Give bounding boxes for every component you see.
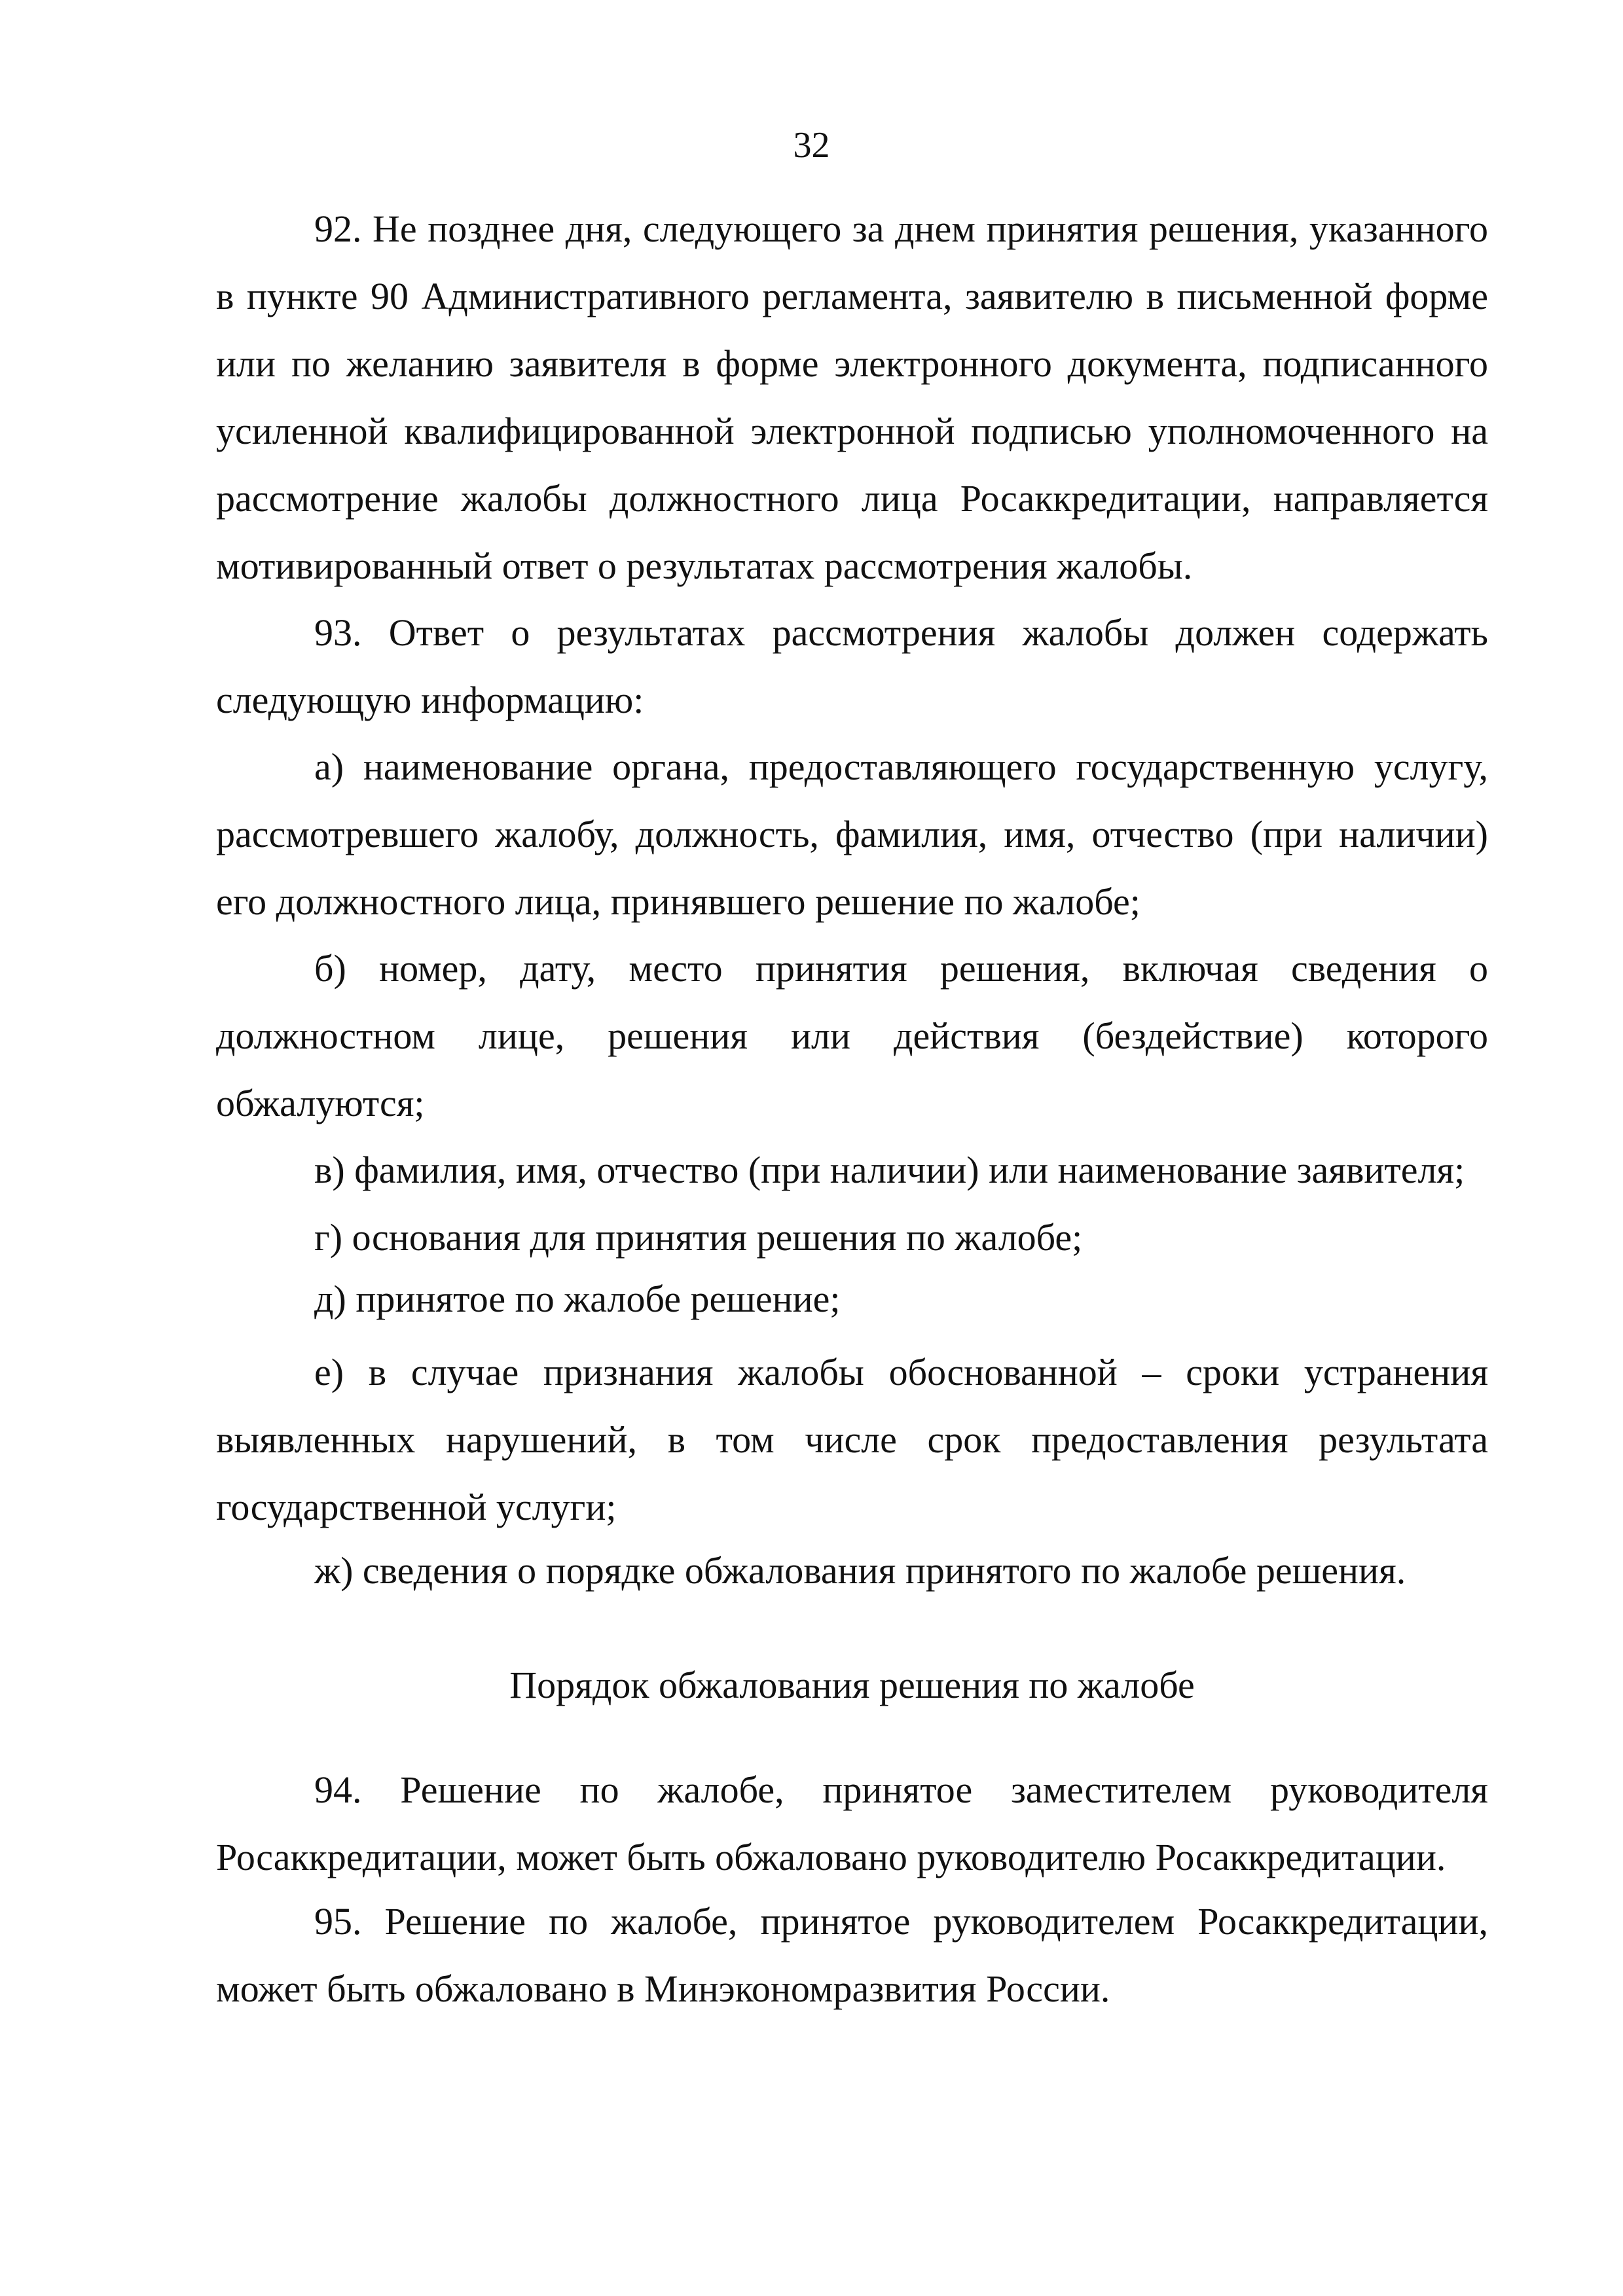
- page-number: 32: [793, 125, 830, 166]
- item-zh: ж) сведения о порядке обжалования принятого по жалобе решения.: [314, 1549, 1406, 1592]
- paragraph-92: 92. Не позднее дня, следующего за днем принятия решения, указанного в пункте 90 Административного регламента, заявителю в письменной форме или по желанию заявителя в форме электронного документа, подписанного усиленной квалифицированной электронной подписью уполномоченного на рассмотрение жалобы должностного лица Росаккредитации, направляется мотивированный ответ о результатах рассмотрения жалобы.: [216, 207, 1488, 587]
- item-g: г) основания для принятия решения по жалобе;: [314, 1216, 1083, 1259]
- paragraph-93: 93. Ответ о результатах рассмотрения жалобы должен содержать следующую информацию:: [216, 611, 1488, 721]
- section-heading: Порядок обжалования решения по жалобе: [509, 1664, 1195, 1706]
- item-e: е) в случае признания жалобы обоснованной – сроки устранения выявленных нарушений, в том числе срок предоставления результата государственной услуги;: [216, 1351, 1488, 1528]
- item-b: б) номер, дату, место принятия решения, включая сведения о должностном лице, решения или действия (бездействие) которого обжалуются;: [216, 947, 1488, 1124]
- item-a: а) наименование органа, предоставляющего государственную услугу, рассмотревшего жалобу, должность, фамилия, имя, отчество (при наличии) его должностного лица, принявшего решение по жалобе;: [216, 745, 1488, 923]
- item-d: д) принятое по жалобе решение;: [314, 1278, 841, 1320]
- item-v: в) фамилия, имя, отчество (при наличии) или наименование заявителя;: [314, 1149, 1465, 1191]
- paragraph-95: 95. Решение по жалобе, принятое руководителем Росаккредитации, может быть обжаловано в Минэкономразвития России.: [216, 1900, 1488, 2010]
- paragraph-94: 94. Решение по жалобе, принятое заместителем руководителя Росаккредитации, может быть обжаловано руководителю Росаккредитации.: [216, 1768, 1488, 1878]
